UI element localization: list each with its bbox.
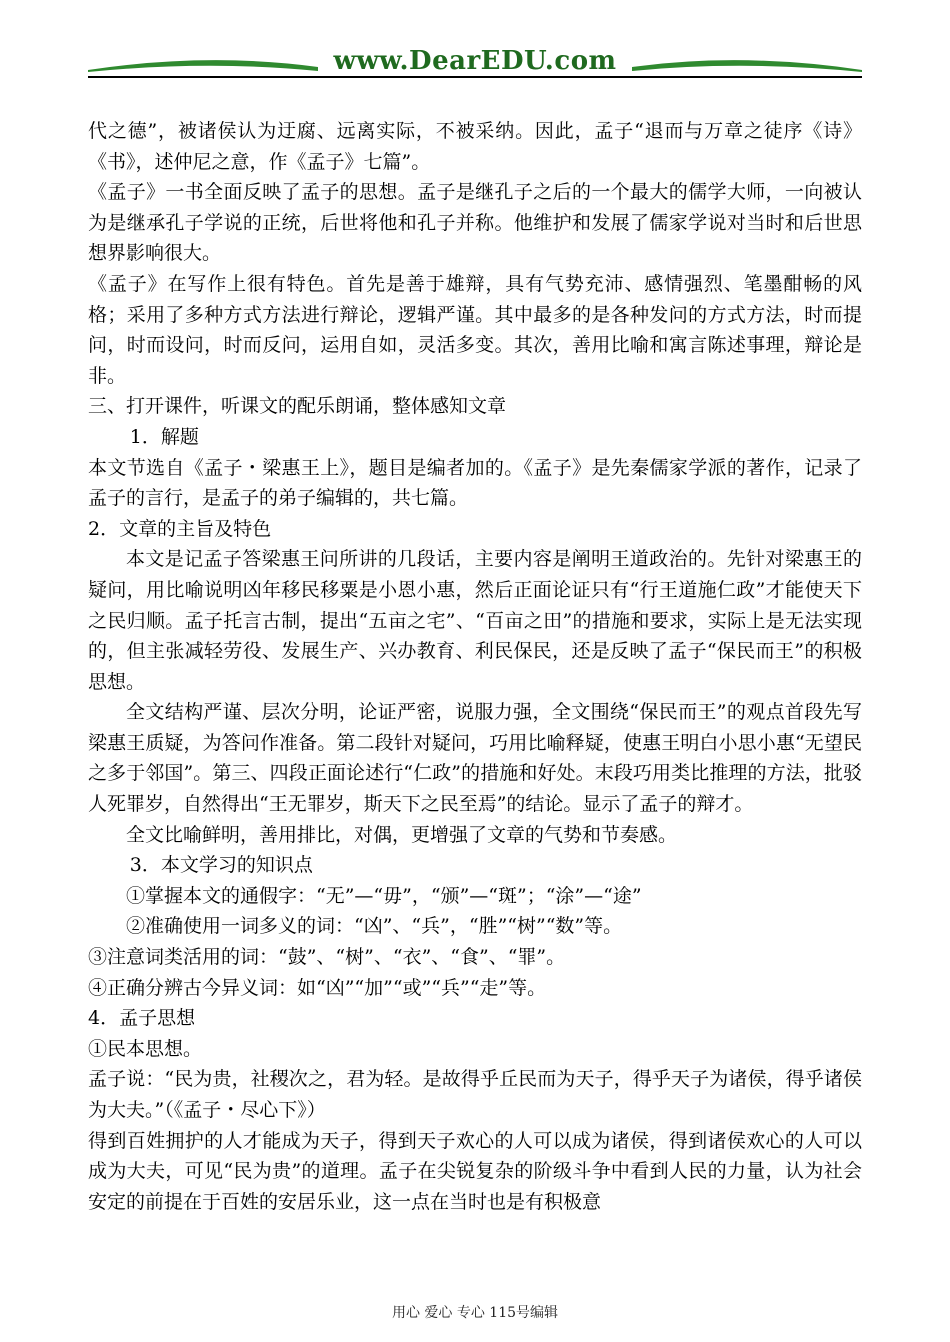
list-item: ③注意词类活用的词：“鼓”、“树”、“衣”、“食”、“罪”。: [88, 946, 566, 969]
paragraph: 孟子说：“民为贵，社稷次之，君为轻。是故得乎丘民而为天子，得乎天子为诸侯，得乎诸侯为大夫。”（《孟子・尽心下》）: [88, 1068, 862, 1121]
paragraph: 本文是记孟子答梁惠王问所讲的几段话，主要内容是阐明王道政治的。先针对梁惠王的疑问，用比喻说明凶年移民移粟是小恩小惠，然后正面论证只有“行王道施仁政”才能使天下之民归顺。孟子托言古制，提出“五亩之宅”、“百亩之田”的措施和要求，实际上是无法实现的，但主张减轻劳役、发展生产、兴办教育、利民保民，还是反映了孟子“保民而王”的积极思想。: [88, 548, 862, 693]
page-header: [88, 40, 862, 80]
list-item: ①民本思想。: [88, 1037, 203, 1060]
document-body: [88, 116, 862, 1217]
paragraph: 全文结构严谨、层次分明，论证严密，说服力强，全文围绕“保民而王”的观点首段先写梁惠王质疑，为答问作准备。第二段针对疑问，巧用比喻释疑，使惠王明白小思小惠“无望民之多于邻国”。第三、四段正面论述行“仁政”的措施和好处。末段巧用类比推理的方法，批驳人死罪岁，自然得出“王无罪岁，斯天下之民至焉”的结论。显示了孟子的辩才。: [88, 701, 862, 816]
header-rule: [88, 76, 862, 78]
paragraph: 本文节选自《孟子・梁惠王上》，题目是编者加的。《孟子》是先秦儒家学派的著作，记录了孟子的言行，是孟子的弟子编辑的，共七篇。: [88, 456, 862, 510]
list-item: ②准确使用一词多义的词：“凶”、“兵”，“胜”“树”“数”等。: [126, 915, 623, 938]
paragraph: 得到百姓拥护的人才能成为天子，得到天子欢心的人可以成为诸侯，得到诸侯欢心的人可以成为大夫，可见“民为贵”的道理。孟子在尖锐复杂的阶级斗争中看到人民的力量，认为社会安定的前提在于百姓的安居乐业，这一点在当时也是有积极意: [88, 1129, 862, 1213]
page-footer: 用心 爱心 专心 115号编辑: [391, 1305, 559, 1321]
subheading: 1．解题: [129, 425, 199, 448]
subheading: 4．孟子思想: [88, 1007, 196, 1030]
paragraph: 《孟子》一书全面反映了孟子的思想。孟子是继孔子之后的一个最大的儒学大师，一向被认为是继承孔子学说的正统，后世将他和孔子并称。他维护和发展了儒家学说对当时和后世思想界影响很大。: [88, 181, 862, 265]
list-item: ①掌握本文的通假字：“无”—“毋”，“颁”—“斑”；“涂”—“途”: [126, 884, 642, 907]
subheading: 2．文章的主旨及特色: [88, 517, 272, 540]
list-item: ④正确分辨古今异义词：如“凶”“加”“或”“兵”“走”等。: [88, 976, 547, 999]
paragraph: 《孟子》在写作上很有特色。首先是善于雄辩，具有气势充沛、感情强烈、笔墨酣畅的风格；采用了多种方式方法进行辩论，逻辑严谨。其中最多的是各种发问的方式方法，时而提问，时而设问，时而反问，运用自如，灵活多变。其次，善用比喻和寓言陈述事理，辩论是非。: [88, 272, 862, 387]
paragraph: 全文比喻鲜明，善用排比，对偶，更增强了文章的气势和节奏感。: [126, 823, 678, 846]
section-heading: 三、打开课件，听课文的配乐朗诵，整体感知文章: [88, 395, 507, 418]
site-name[interactable]: www.DearEDU.com: [333, 46, 617, 76]
paragraph: 代之德”，被诸侯认为迂腐、远离实际，不被采纳。因此，孟子“退而与万章之徒序《诗》《书》，述仲尼之意，作《孟子》七篇”。: [88, 120, 862, 173]
subheading: 3．本文学习的知识点: [129, 854, 313, 877]
